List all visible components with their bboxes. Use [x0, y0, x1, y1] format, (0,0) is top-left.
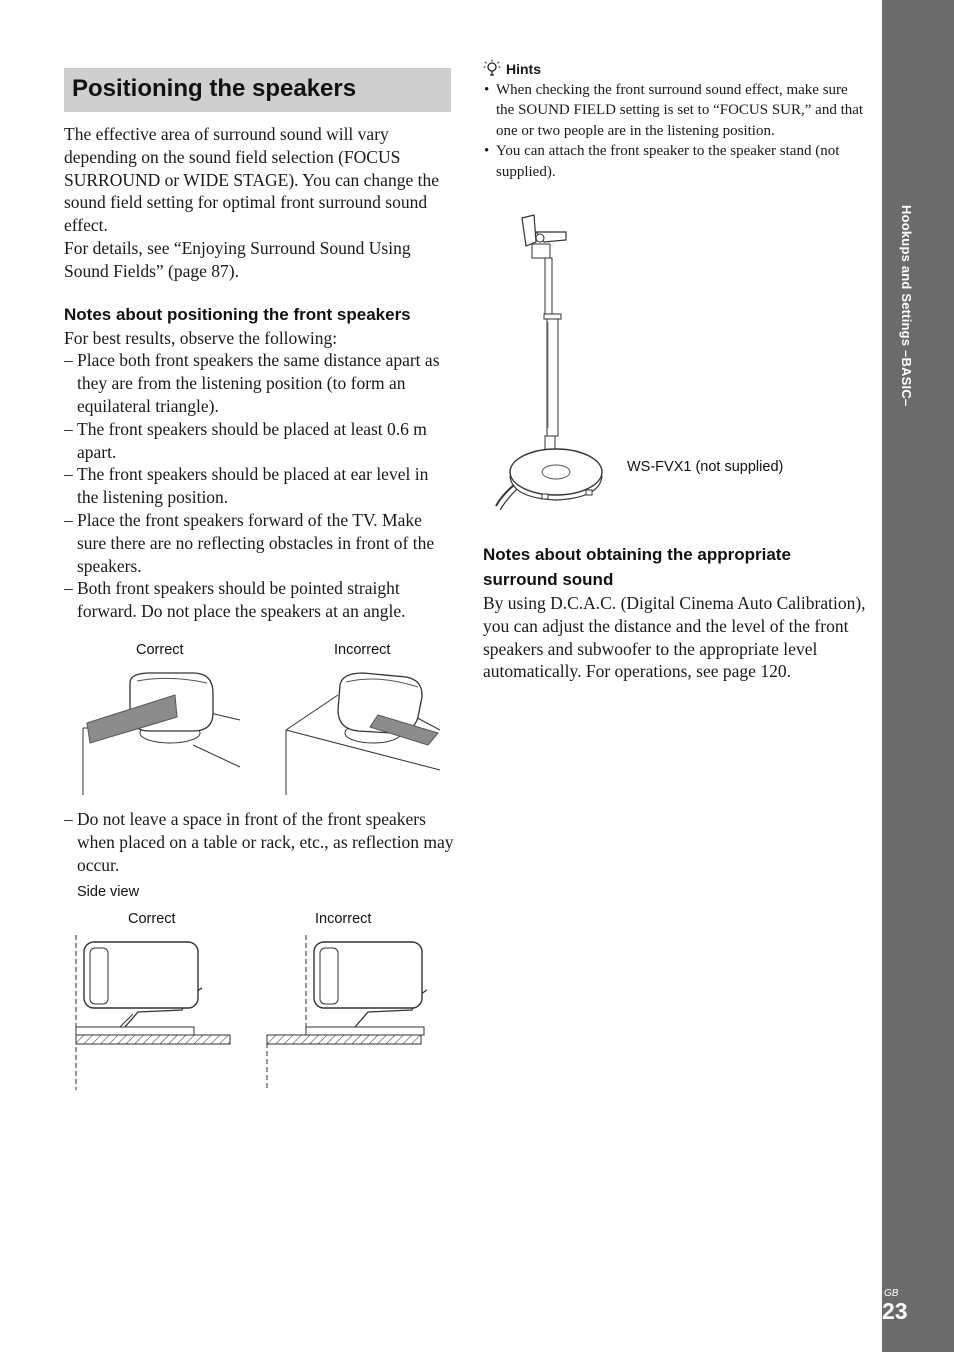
- list-item: – The front speakers should be placed at ear level in the listening position.: [64, 463, 454, 509]
- stand-caption: WS-FVX1 (not supplied): [627, 459, 784, 475]
- surround-notes: [483, 542, 869, 683]
- list-item: • You can attach the front speaker to the speaker stand (not supplied).: [483, 141, 869, 182]
- front-notes-heading: Notes about positioning the front speakers: [64, 304, 411, 324]
- surround-notes-heading: Notes about obtaining the appropriate surround sound: [483, 545, 791, 589]
- page-prefix: GB: [884, 1288, 899, 1299]
- front-notes-list: [64, 349, 454, 623]
- hints-heading: Hints: [506, 61, 541, 77]
- speaker-stand-illustration: [484, 210, 634, 515]
- side-correct-label: Correct: [128, 911, 176, 927]
- page-number: 23: [882, 1298, 908, 1324]
- list-item: – Place the front speakers forward of the TV. Make sure there are no reflecting obstacles in front of the speakers.: [64, 509, 454, 577]
- chapter-label: Hookups and Settings –BASIC–: [899, 205, 914, 407]
- side-view-title: Side view: [77, 884, 140, 900]
- list-item: • When checking the front surround sound effect, make sure the SOUND FIELD setting is set to “FOCUS SUR,” and that one or two people are in the listening position.: [483, 80, 869, 141]
- intro-paragraph: The effective area of surround sound will vary depending on the sound field selection (FOCUS SURROUND or WIDE STAGE). You can change the sound field setting for optimal front surround sound effect.: [64, 124, 439, 236]
- front-notes-lead: For best results, observe the following:: [64, 327, 338, 348]
- lightbulb-icon: [483, 59, 501, 80]
- list-item: – Both front speakers should be pointed straight forward. Do not place the speakers at an angle.: [64, 577, 454, 623]
- list-item: – The front speakers should be placed at least 0.6 m apart.: [64, 418, 454, 464]
- chapter-sidebar: [882, 0, 954, 1352]
- side-incorrect-label: Incorrect: [315, 911, 372, 927]
- list-item: – Place both front speakers the same distance apart as they are from the listening position (to form an equilateral triangle).: [64, 349, 454, 417]
- intro-details-paragraph: For details, see “Enjoying Surround Sound Using Sound Fields” (page 87).: [64, 237, 411, 281]
- angle-incorrect-illustration: [278, 665, 448, 800]
- side-view-incorrect-illustration: [262, 930, 427, 1092]
- angle-incorrect-label: Incorrect: [334, 642, 391, 658]
- side-view-correct-illustration: [70, 930, 235, 1092]
- surround-notes-body: By using D.C.A.C. (Digital Cinema Auto Calibration), you can adjust the distance and the level of the front speakers and subwoofer to the appropriate level automatically. For operations, see page 120.: [483, 593, 866, 682]
- list-item: – Do not leave a space in front of the front speakers when placed on a table or rack, etc., as reflection may occur.: [64, 808, 454, 876]
- right-column: [483, 58, 869, 182]
- angle-correct-illustration: [75, 665, 245, 800]
- section-title: Positioning the speakers: [72, 75, 357, 102]
- section-title-bar: [64, 68, 451, 112]
- angle-correct-label: Correct: [136, 642, 184, 658]
- left-column: [64, 123, 454, 623]
- space-note-list: [64, 808, 454, 876]
- hints-list: [483, 80, 869, 182]
- hints-header: [483, 58, 869, 80]
